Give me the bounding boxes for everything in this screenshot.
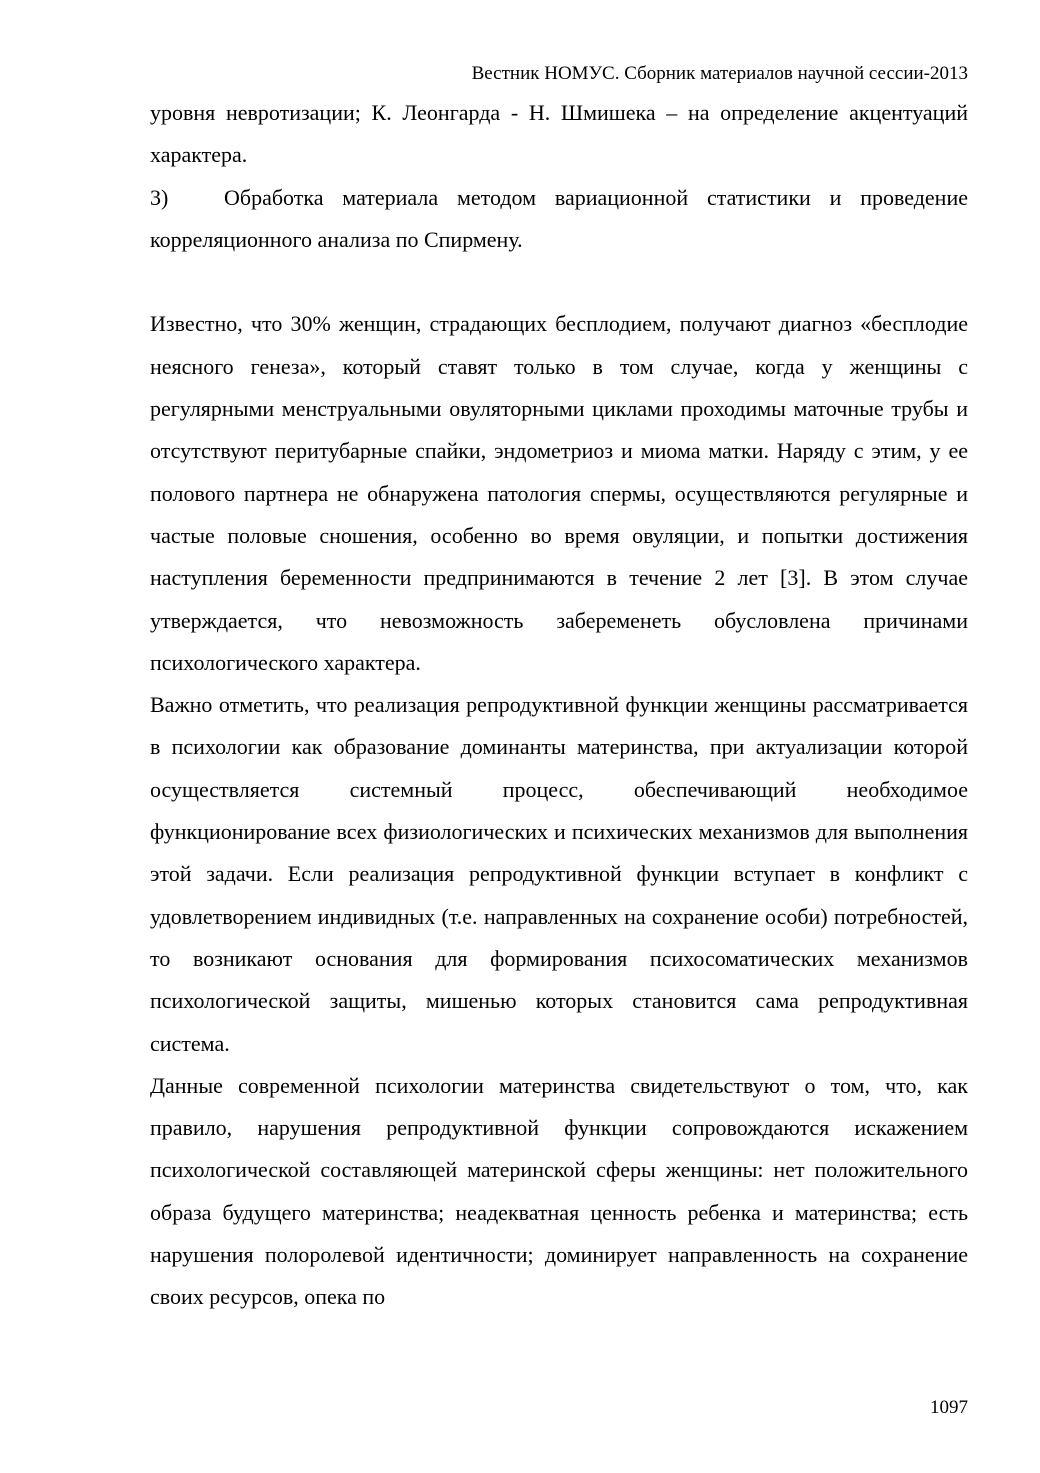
list-item-number: 3) xyxy=(150,184,169,210)
paragraph-gap xyxy=(150,261,968,303)
body-text xyxy=(150,92,968,1319)
list-item-text: Обработка материала методом вариационной статистики и проведение корреляционного анализа по Спирмену. xyxy=(150,184,968,252)
page-number: 1097 xyxy=(930,1397,968,1418)
paragraph-infertility-diagnosis: Известно, что 30% женщин, страдающих бесплодием, получают диагноз «бесплодие неясного генеза», который ставят только в том случае, когда у женщины с регулярными менструальными овуляторными циклами проходимы маточные трубы и отсутствуют перитубарные спайки, эндометриоз и миома матки. Наряду с этим, у ее полового партнера не обнаружена патология спермы, осуществляются регулярные и частые половые сношения, особенно во время овуляции, и попытки достижения наступления беременности предпринимаются в течение 2 лет [3]. В этом случае утверждается, что невозможность забеременеть обусловлена причинами психологического характера. xyxy=(150,311,968,675)
paragraph-continuation: уровня невротизации; К. Леонгарда - Н. Шмишека – на определение акцентуаций характера. xyxy=(150,100,968,168)
running-header: Вестник НОМУС. Сборник материалов научной сессии-2013 xyxy=(471,63,968,84)
paragraph-maternity-psychology: Данные современной психологии материнства свидетельствуют о том, что, как правило, нарушения репродуктивной функции сопровождаются искажением психологической составляющей материнской сферы женщины: нет положительного образа будущего материнства; неадекватная ценность ребенка и материнства; есть нарушения полоролевой идентичности; доминирует направленность на сохранение своих ресурсов, опека по xyxy=(150,1072,968,1310)
paragraph-reproductive-function: Важно отметить, что реализация репродуктивной функции женщины рассматривается в психологии как образование доминанты материнства, при актуализации которой осуществляется системный процесс, обеспечивающий необходимое функционирование всех физиологических и психических механизмов для выполнения этой задачи. Если реализация репродуктивной функции вступает в конфликт с удовлетворением индивидных (т.е. направленных на сохранение особи) потребностей, то возникают основания для формирования психосоматических механизмов психологической защиты, мишенью которых становится сама репродуктивная система. xyxy=(150,692,968,1056)
list-item-3 xyxy=(150,177,968,262)
